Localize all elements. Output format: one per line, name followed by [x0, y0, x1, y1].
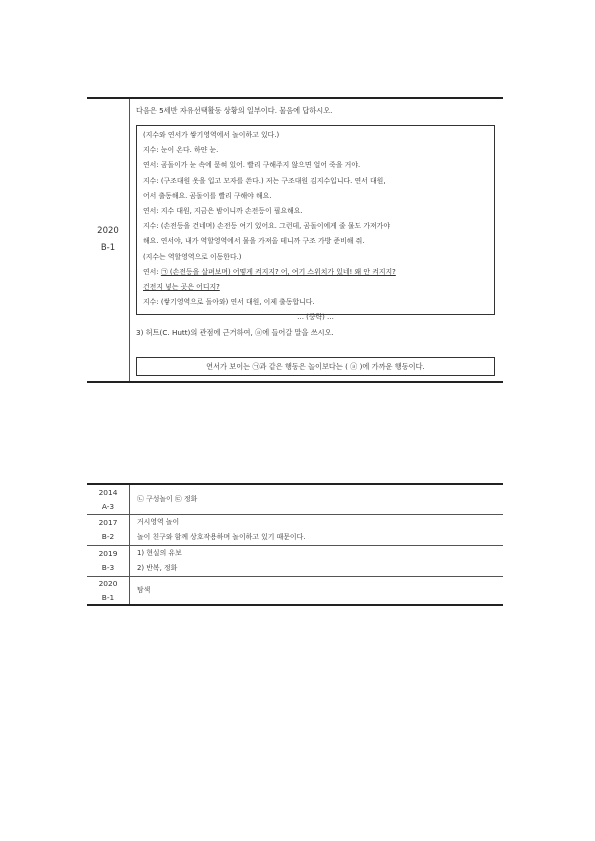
- dialogue-line: 해요. 연서야, 내가 역할영역에서 물을 가져올 테니까 구조 가방 준비해 줘.: [143, 237, 365, 246]
- dialogue-line-underlined: [143, 265, 488, 280]
- answer-code: A-3: [101, 501, 115, 511]
- ellipsis-text: … (중략) …: [297, 313, 334, 322]
- question-year: 2020: [97, 226, 119, 236]
- underlined-text-continued: 건전지 넣는 곳은 어디지?: [143, 282, 220, 291]
- answer-code: B-3: [101, 563, 115, 572]
- dialogue-line: 연서: 곰돌이가 눈 속에 묻혀 있어. 빨리 구해주지 않으면 얼어 죽을 거야.: [143, 161, 361, 170]
- answer-line: 2) 반복, 정화: [137, 564, 178, 572]
- question-id-cell: [87, 99, 130, 381]
- answer-line: 탐색: [137, 586, 151, 594]
- answer-content: [137, 485, 499, 514]
- answer-table: [87, 483, 503, 606]
- answer-id-cell: [87, 546, 130, 576]
- answer-year: 2019: [98, 549, 118, 558]
- answer-prompt-box: 연서가 보이는 ㉠과 같은 행동은 놀이보다는 ( ⓐ )에 가까운 행동이다.: [136, 357, 495, 376]
- dialogue-line: 연서: 지수 대원, 지금은 밤이니까 손전등이 필요해요.: [143, 206, 303, 215]
- question-code: B-1: [100, 243, 116, 253]
- dialogue-line: 지수: 눈이 온다. 하얀 눈.: [143, 146, 219, 155]
- answer-row: [87, 485, 503, 515]
- answer-row: [87, 515, 503, 546]
- answer-line: ㉡ 구성놀이 ㉢ 정화: [137, 495, 198, 503]
- answer-row: [87, 546, 503, 577]
- answer-year: 2020: [98, 578, 118, 588]
- underlined-text: ㉠ (손전등을 살펴보며) 어떻게 켜지지? 어, 여기 스위치가 있네! 왜 안 켜지지?: [160, 267, 396, 276]
- answer-code: B-2: [101, 532, 115, 541]
- dialogue-line: 지수: (쌓기영역으로 돌아와) 연서 대원, 이제 출동합니다.: [143, 298, 315, 307]
- dialogue-box: [136, 125, 495, 322]
- answer-content: [137, 577, 499, 604]
- answer-id-cell: [87, 515, 130, 545]
- answer-year: 2014: [98, 487, 118, 497]
- question-intro: 다음은 5세반 자유선택활동 상황의 일부이다. 물음에 답하시오.: [136, 106, 333, 115]
- answer-id-cell: [87, 577, 130, 604]
- dialogue-line: 지수: (손전등을 건네며) 손전등 여기 있어요. 그런데, 곰돌이에게 줄 물도 가져가야: [143, 222, 390, 231]
- dialogue-line: (지수는 역할영역으로 이동한다.): [143, 252, 242, 261]
- answer-content: [137, 515, 499, 545]
- dialogue-line: 어서 출동해요. 곰돌이를 빨리 구해야 해요.: [143, 191, 272, 200]
- answer-row: [87, 577, 503, 604]
- answer-line: 1) 현실의 유보: [137, 549, 182, 557]
- sub-question: 3) 허트(C. Hutt)의 관점에 근거하여, ⓐ에 들어갈 말을 쓰시오.: [136, 328, 334, 337]
- answer-line: 거시영역 놀이: [137, 518, 180, 526]
- dialogue-line: 지수: (구조대원 옷을 입고 모자를 쓴다.) 저는 구조대원 김지수입니다. 연서 대원,: [143, 176, 386, 185]
- question-body: [130, 99, 503, 381]
- answer-line: 놀이 친구와 함께 상호작용하며 놀이하고 있기 때문이다.: [137, 533, 306, 541]
- dialogue-line: (지수와 연서가 쌓기영역에서 놀이하고 있다.): [143, 131, 280, 139]
- speaker-label: 연서:: [143, 267, 161, 276]
- answer-code: B-1: [101, 592, 115, 602]
- answer-year: 2017: [98, 518, 118, 527]
- answer-id-cell: [87, 485, 130, 514]
- answer-content: [137, 546, 499, 576]
- question-table: [87, 97, 503, 383]
